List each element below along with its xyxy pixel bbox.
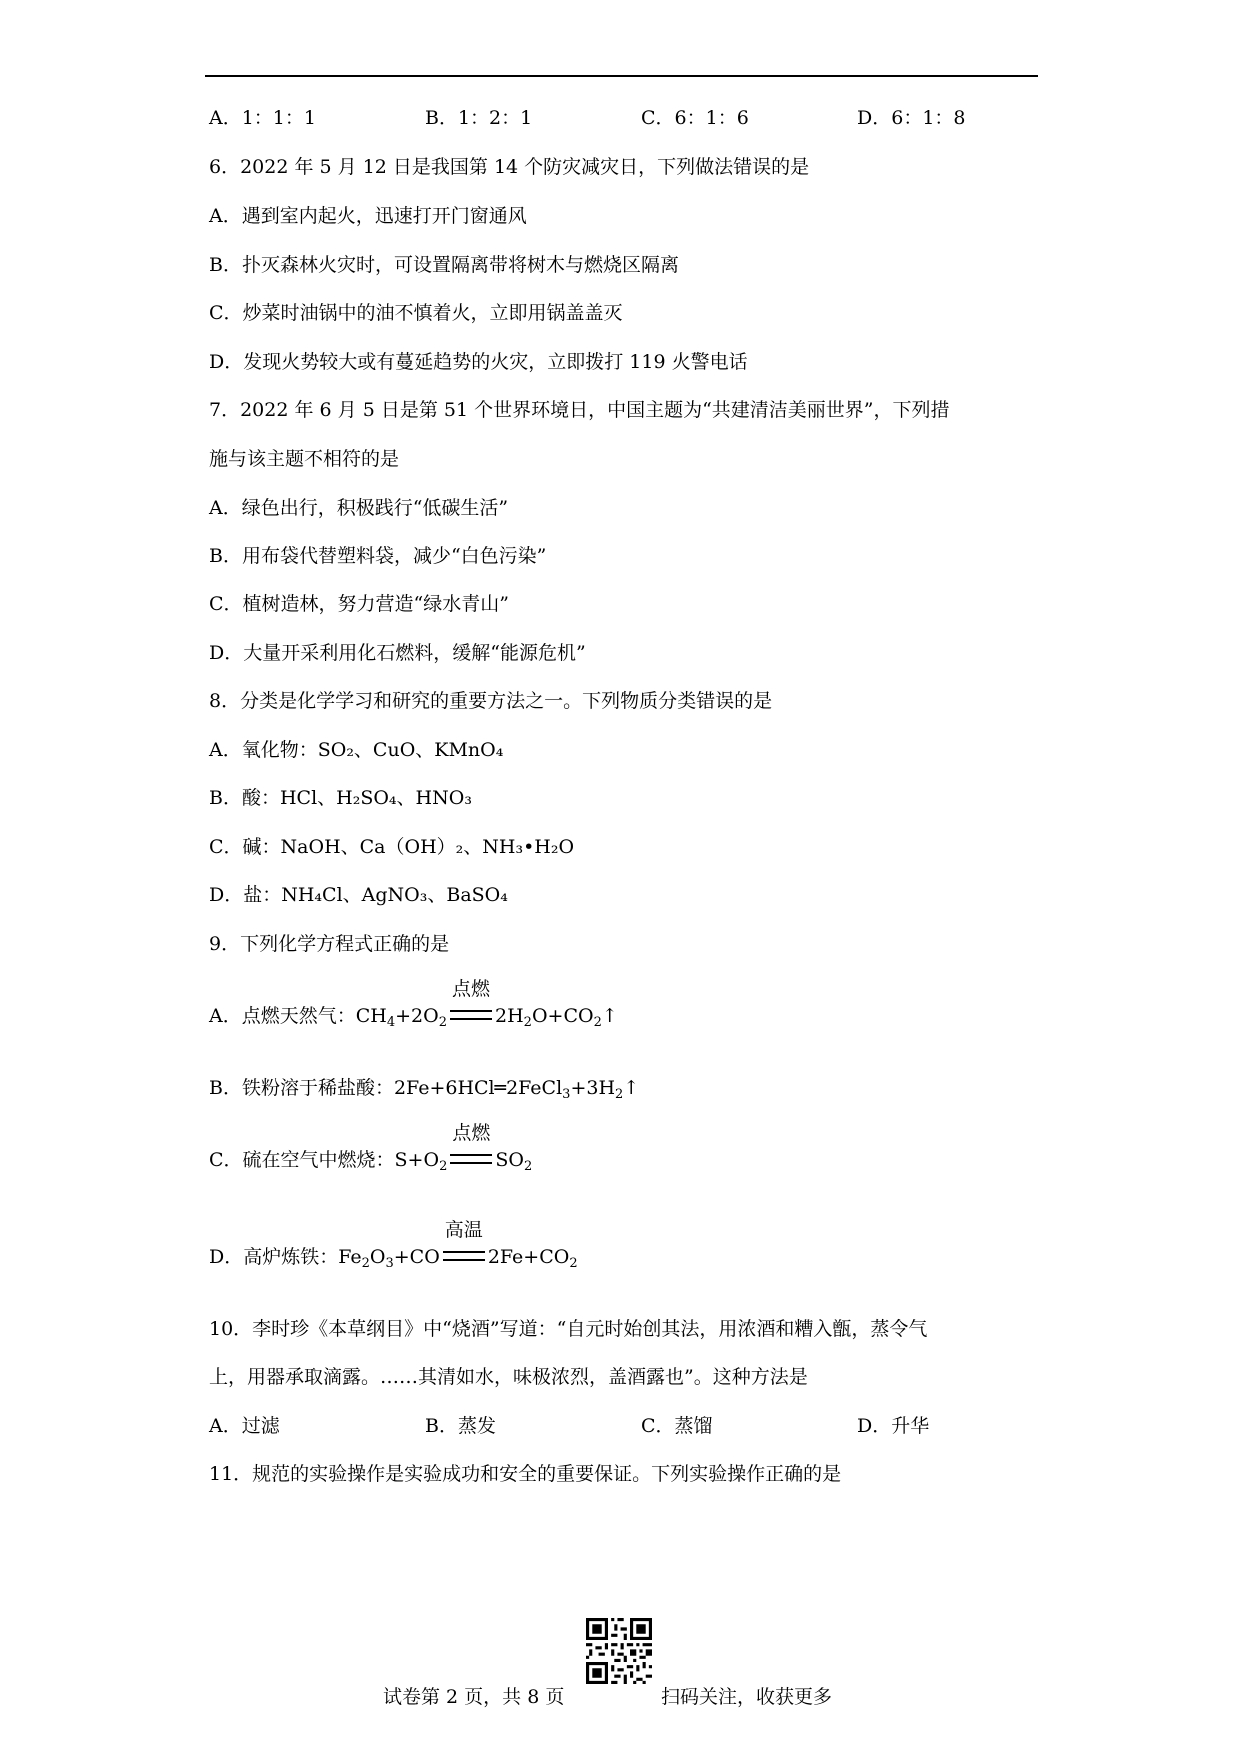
option-a: A．1：1：1 bbox=[209, 107, 316, 129]
reaction-condition: 点燃 bbox=[451, 978, 490, 1000]
reaction-condition: 高温 bbox=[444, 1219, 483, 1241]
q9-stem: 9．下列化学方程式正确的是 bbox=[209, 933, 450, 955]
reaction-arrow bbox=[440, 1219, 488, 1269]
top-rule bbox=[205, 75, 1038, 77]
q8-option-b: B．酸：HCl、H₂SO₄、HNO₃ bbox=[209, 787, 472, 809]
q7-option-b: B．用布袋代替塑料袋，减少“白色污染” bbox=[209, 545, 547, 567]
q7-stem-line2: 施与该主题不相符的是 bbox=[209, 448, 400, 470]
page-number: 试卷第 2 页，共 8 页 bbox=[383, 1686, 565, 1708]
q7-option-c: C．植树造林，努力营造“绿水青山” bbox=[209, 593, 509, 615]
prev-question-options bbox=[209, 106, 1009, 130]
q11-stem: 11．规范的实验操作是实验成功和安全的重要保证。下列实验操作正确的是 bbox=[209, 1463, 842, 1485]
q10-stem-line1: 10．李时珍《本草纲目》中“烧酒”写道：“自元时始创其法，用浓酒和糟入甑，蒸令气 bbox=[209, 1318, 928, 1340]
q6-option-b: B．扑灭森林火灾时，可设置隔离带将树木与燃烧区隔离 bbox=[209, 254, 679, 276]
promo-text: 扫码关注，收获更多 bbox=[661, 1686, 833, 1708]
q10-options bbox=[209, 1414, 1009, 1438]
reaction-condition: 点燃 bbox=[452, 1122, 491, 1144]
q7-stem-line1: 7．2022 年 6 月 5 日是第 51 个世界环境日，中国主题为“共建清洁美丽世界”，下列措 bbox=[209, 399, 950, 421]
q8-option-c: C．碱：NaOH、Ca（OH）₂、NH₃•H₂O bbox=[209, 836, 575, 858]
option-d: D．6：1：8 bbox=[857, 107, 966, 129]
q7-option-d: D．大量开采利用化石燃料，缓解“能源危机” bbox=[209, 642, 586, 664]
q6-option-c: C．炒菜时油锅中的油不慎着火，立即用锅盖盖灭 bbox=[209, 302, 623, 324]
q10-option-b: B．蒸发 bbox=[425, 1415, 496, 1437]
q8-option-a: A．氧化物：SO₂、CuO、KMnO₄ bbox=[209, 739, 504, 761]
q10-option-d: D．升华 bbox=[857, 1415, 930, 1437]
q10-stem-line2: 上，用器承取滴露。……其清如水，味极浓烈，盖酒露也”。这种方法是 bbox=[209, 1366, 808, 1388]
reaction-arrow bbox=[447, 978, 495, 1028]
page-footer bbox=[0, 1683, 1240, 1711]
q10-option-c: C．蒸馏 bbox=[641, 1415, 713, 1437]
q10-option-a: A．过滤 bbox=[209, 1415, 280, 1437]
option-b: B．1：2：1 bbox=[425, 107, 533, 129]
option-c: C．6：1：6 bbox=[641, 107, 749, 129]
reaction-arrow bbox=[447, 1122, 495, 1172]
q6-option-a: A．遇到室内起火，迅速打开门窗通风 bbox=[209, 205, 527, 227]
q8-stem: 8．分类是化学学习和研究的重要方法之一。下列物质分类错误的是 bbox=[209, 690, 773, 712]
q9-option-c: C．硫在空气中燃烧：$S+O_2$ 点燃 $SO_2$ bbox=[209, 1122, 533, 1174]
q6-stem: 6．2022 年 5 月 12 日是我国第 14 个防灾减灾日，下列做法错误的是 bbox=[209, 156, 810, 178]
q9-option-a: A．点燃天然气：$CH_4+2O_2$ 点燃 $2H_2O+CO_2↑$ bbox=[209, 978, 618, 1030]
q9-option-d: D．高炉炼铁：$Fe_2O_3+CO$ 高温 $2Fe+CO_2$ bbox=[209, 1219, 578, 1271]
q6-option-d: D．发现火势较大或有蔓延趋势的火灾，立即拨打 119 火警电话 bbox=[209, 351, 748, 373]
q9-option-b: B．铁粉溶于稀盐酸：$2Fe+6HCl═2FeCl_3+3H_2↑$ bbox=[209, 1077, 640, 1102]
q8-option-d: D．盐：NH₄Cl、AgNO₃、BaSO₄ bbox=[209, 884, 508, 906]
qr-code-icon bbox=[586, 1618, 652, 1684]
q7-option-a: A．绿色出行，积极践行“低碳生活” bbox=[209, 497, 509, 519]
